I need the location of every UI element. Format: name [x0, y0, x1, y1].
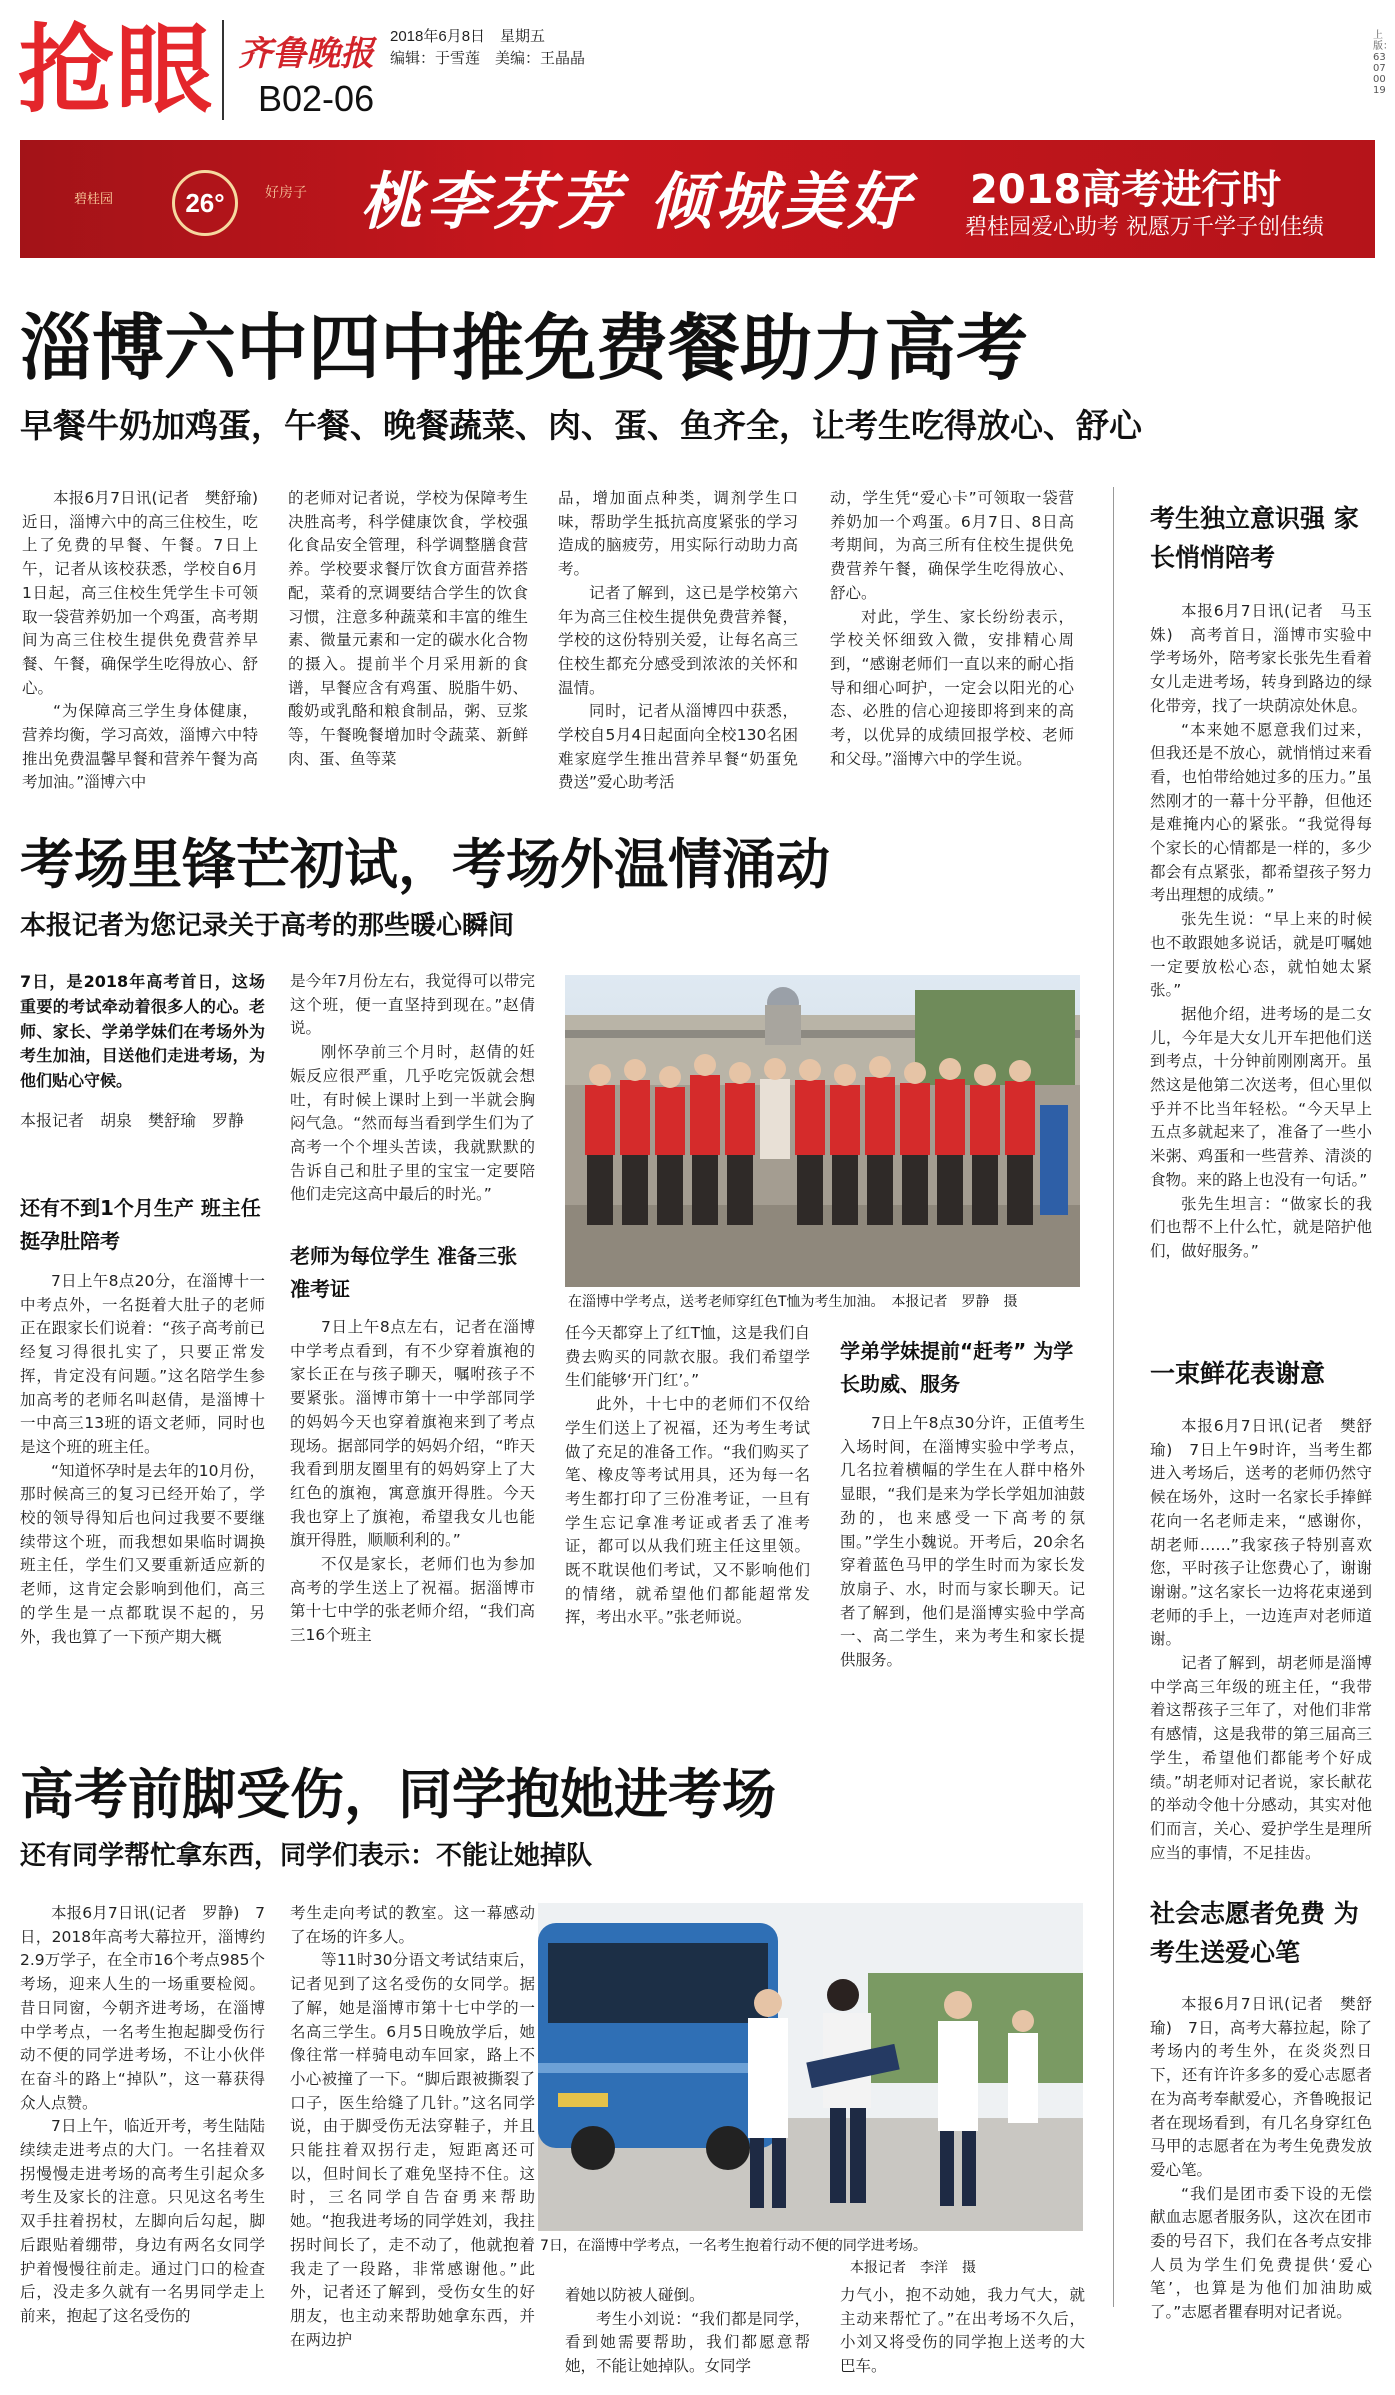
story3-column-3 — [565, 2284, 810, 2390]
story1-column-2 — [288, 487, 528, 797]
date-line: 2018年6月8日 星期五 — [390, 28, 546, 45]
photo1-caption: 在淄博中学考点，送考老师穿红色T恤为考生加油。 本报记者 罗静 摄 — [568, 1294, 1018, 1310]
side-story-a-headline: 考生独立意识强 家长悄悄陪考 — [1150, 504, 1359, 572]
paragraph: 力气小，抱不动她，我力气大，就主动来帮忙了。”在出考场不久后，小刘又将受伤的同学抱上送考的大巴车。 — [840, 2286, 1085, 2376]
story1-column-3 — [558, 487, 798, 797]
paragraph: “我们是团市委下设的无偿献血志愿者服务队，这次在团市委的号召下，我们在各考点安排人员为学生们免费提供‘爱心笔’，也算是为他们加油助威了。”志愿者瞿春明对记者说。 — [1150, 2184, 1372, 2322]
paragraph: 品，增加面点种类，调剂学生口味，帮助学生抵抗高度紧张的学习造成的脑疲劳，用实际行动助力高考。 — [558, 489, 798, 579]
side-edge-text: 上版：63070019 — [1373, 30, 1393, 96]
paragraph: 考生走向考试的教室。这一幕感动了在场的许多人。 — [290, 1904, 535, 1946]
story2-column-1 — [20, 1270, 265, 1710]
story2-intro: 7日，是2018年高考首日，这场重要的考试牵动着很多人的心。老师、家长、学弟学妹们在考场外为考生加油，目送他们走进考场，为他们贴心守候。 — [20, 972, 265, 1091]
story2-headline: 考场里锋芒初试，考场外温情涌动 — [20, 833, 830, 896]
paragraph: 本报6月7日讯(记者 樊舒瑜) 近日，淄博六中的高三住校生，吃上了免费的早餐、午餐。7日上午，记者从该校获悉，学校自6月1日起，高三住校生凭学生卡可领取一袋营养奶加一个鸡蛋，高考期间为高三住校生提供免费营养早餐、午餐，确保学生吃得放心、舒心。 — [22, 489, 274, 697]
banner-subtitle: 碧桂园爱心助考 祝愿万千学子创佳绩 — [965, 215, 1324, 240]
story2-subtitle-c: 学弟学妹提前“赶考” 为学长助威、服务 — [840, 1339, 1074, 1396]
editor-line: 编辑：于雪莲 美编：王晶晶 — [390, 50, 586, 67]
story1-column-4 — [830, 487, 1074, 797]
paragraph: 记者了解到，这已是学校第六年为高三住校生提供免费营养餐，学校的这份特别关爱，让每名高三住校生都充分感受到浓浓的关怀和温情。 — [558, 583, 798, 697]
paragraph: 着她以防被人碰倒。 — [565, 2286, 705, 2304]
story2-column-3 — [565, 1322, 810, 1710]
paragraph: 动，学生凭“爱心卡”可领取一袋营养奶加一个鸡蛋。6月7日、8日高考期间，为高三所有住校生提供免费营养午餐，确保学生吃得放心、舒心。 — [830, 489, 1074, 602]
story2-column-4 — [840, 1412, 1085, 1712]
newspaper-logo: 齐鲁晚报 — [238, 34, 374, 74]
paragraph: 张先生坦言：“做家长的我们也帮不上什么忙，就是陪护他们，做好服务。” — [1150, 1194, 1372, 1260]
story3-subhead: 还有同学帮忙拿东西，同学们表示：不能让她掉队 — [20, 1841, 593, 1871]
story3-column-1 — [20, 1902, 265, 2390]
side-story-a-body — [1150, 600, 1372, 1380]
paragraph: 此外，十七中的老师们不仅给学生们送上了祝福，还为考生考试做了充足的准备工作。“我们购买了笔、橡皮等考试用具，还为每一名考生都打印了三份准考证，一旦有学生忘记拿准考证或者丢了准考证，都可以从我们班主任这里领。既不耽误他们考试，又不影响他们的情绪，就希望他们都能超常发挥，考出水平。”张老师说。 — [565, 1395, 810, 1627]
story2-byline: 本报记者 胡泉 樊舒瑜 罗静 — [20, 1113, 245, 1130]
story1-subhead: 早餐牛奶加鸡蛋，午餐、晚餐蔬菜、肉、蛋、鱼齐全，让考生吃得放心、舒心 — [20, 406, 1142, 445]
story3-column-2 — [290, 1902, 535, 2390]
side-story-c-headline: 社会志愿者免费 为考生送爱心笔 — [1150, 1899, 1359, 1967]
advertisement-banner — [20, 140, 1375, 258]
paragraph: 7日上午8点20分，在淄博十一中考点外，一名挺着大肚子的老师正在跟家长们说着：“孩子高考前已经复习得很扎实了，只要正常发挥，肯定没有问题。”这名陪学生参加高考的老师名叫赵倩，是淄博十一中高三13班的语文老师，同时也是这个班的班主任。 — [20, 1272, 265, 1456]
paragraph: 7日上午8点左右，记者在淄博中学考点看到，有不少穿着旗袍的家长正在与孩子聊天，嘱咐孩子不要紧张。淄博市第十一中学部同学的妈妈今天也穿着旗袍来到了考点现场。据部同学的妈妈介绍，“昨天我看到朋友圈里有的妈妈穿上了大红色的旗袍，寓意旗开得胜。今天我也穿上了旗袍，希望我女儿也能旗开得胜，顺顺利利的。” — [290, 1318, 535, 1550]
side-story-b-body — [1150, 1415, 1372, 1900]
banner-brand-mid: 好房子 — [265, 185, 307, 201]
photo-image — [565, 975, 1080, 1287]
story2-subtitle-a: 还有不到1个月生产 班主任挺孕肚陪考 — [20, 1196, 261, 1253]
page-number: B02-06 — [258, 78, 375, 119]
photo-teachers-red-shirts — [565, 975, 1080, 1287]
paragraph: 刚怀孕前三个月时，赵倩的妊娠反应很严重，几乎吃完饭就会想吐，有时候上课时上到一半就会胸闷气急。“然而每当看到学生们为了高考一个个埋头苦读，我就默默的告诉自己和肚子里的宝宝一定要陪他们走完这高中最后的时光。” — [290, 1043, 535, 1204]
anniversary-badge: 26° — [172, 170, 238, 236]
photo2-caption: 7日，在淄博中学考点，一名考生抱着行动不便的同学进考场。 — [540, 2238, 927, 2254]
banner-calligraphy: 桃李芬芳 倾城美好 — [360, 165, 914, 238]
paragraph: 本报6月7日讯(记者 马玉姝) 高考首日，淄博市实验中学考场外，陪考家长张先生看着女儿走进考场，转身到路边的绿化带旁，找了一块荫凉处休息。 — [1150, 602, 1372, 715]
paragraph: 本报6月7日讯(记者 樊舒瑜) 7日上午9时许，当考生都进入考场后，送考的老师仍然守候在场外，这时一名家长手捧鲜花向一名老师走来，“感谢你，胡老师……”我家孩子特别喜欢您，平时孩子让您费心了，谢谢谢谢。”这名家长一边将花束递到老师的手上，一边连声对老师道谢。 — [1150, 1417, 1372, 1649]
side-story-b-headline: 一束鲜花表谢意 — [1150, 1359, 1326, 1388]
banner-title: 2018高考进行时 — [970, 167, 1282, 213]
section-title: 抢眼 — [18, 14, 214, 126]
paragraph: 7日上午，临近开考，考生陆陆续续走进考点的大门。一名挂着双拐慢慢走进考场的高考生引起众多考生及家长的注意。只见这名考生双手拄着拐杖，左脚向后勾起，脚后跟贴着绷带，身边有两名女同学护着慢慢往前走。通过门口的检查后，没走多久就有一名男同学走上前来，抱起了这名受伤的 — [20, 2117, 265, 2325]
story2-column-2 — [290, 970, 535, 1235]
column-divider — [1113, 487, 1114, 2307]
paragraph: 的老师对记者说，学校为保障考生决胜高考，科学健康饮食，学校强化食品安全管理，科学调整膳食营养。学校要求餐厅饮食方面营养搭配，菜肴的烹调要结合学生的饮食习惯，注意多种蔬菜和丰富的维生素、微量元素和一定的碳水化合物的摄入。提前半个月采用新的食谱，早餐应含有鸡蛋、脱脂牛奶、酸奶或乳酪和粮食制品，粥、豆浆等，午餐晚餐增加时令蔬菜、新鲜肉、蛋、鱼等菜 — [288, 489, 528, 768]
paragraph: “为保障高三学生身体健康，营养均衡，学习高效，淄博六中特推出免费温馨早餐和营养午餐为高考加油。”淄博六中 — [22, 702, 258, 792]
photo-student-carried — [538, 1903, 1083, 2231]
paragraph: “本来她不愿意我们过来，但我还是不放心，就悄悄过来看看，也怕带给她过多的压力。”虽然刚才的一幕十分平静，但他还是难掩内心的紧张。“我觉得每个家长的心情都是一样的，多少都会有点紧张，都希望孩子努力考出理想的成绩。” — [1150, 720, 1372, 905]
paragraph: 对此，学生、家长纷纷表示，学校关怀细致入微，安排精心周到，“感谢老师们一直以来的耐心指导和细心呵护，一定会以阳光的心态、必胜的信心迎接即将到来的高考，以优异的成绩回报学校、老师和父母。”淄博六中的学生说。 — [830, 607, 1074, 768]
photo-image — [538, 1903, 1083, 2231]
paragraph: 考生小刘说：“我们都是同学，看到她需要帮助，我们都愿意帮她，不能让她掉队。女同学 — [565, 2309, 810, 2376]
story3-column-4 — [840, 2284, 1085, 2390]
paragraph: 记者了解到，胡老师是淄博中学高三年级的班主任，“我带着这帮孩子三年了，对他们非常有感情，这是我带的第三届高三学生，希望他们都能考个好成绩。”胡老师对记者说，家长献花的举动令他十分感动，其实对他们而言，关心、爱护学生是理所应当的事情，不足挂齿。 — [1150, 1654, 1372, 1862]
masthead-divider — [222, 20, 224, 120]
story1-column-1 — [22, 487, 274, 797]
story1-headline: 淄博六中四中推免费餐助力高考 — [20, 306, 1029, 390]
photo2-credit: 本报记者 李洋 摄 — [850, 2260, 976, 2276]
paragraph: “知道怀孕时是去年的10月份，那时候高三的复习已经开始了，学校的领导得知后也问过我要不要继续带这个班，而我想如果临时调换班主任，学生们又要重新适应新的老师，这肯定会影响到他们，高三的学生是一点都耽误不起的，另外，我也算了一下预产期大概 — [20, 1461, 265, 1646]
paragraph: 本报6月7日讯(记者 罗静) 7日，2018年高考大幕拉开，淄博约2.9万学子，在全市16个考点985个考场，迎来人生的一场重要检阅。昔日同窗，今朝齐进考场，在淄博中学考点，一名考生抱起脚受伤行动不便的同学进考场，不让小伙伴在奋斗的路上“掉队”，这一幕获得众人点赞。 — [20, 1904, 265, 2112]
banner-brand-left: 碧桂园 — [74, 192, 114, 207]
story2-subhead: 本报记者为您记录关于高考的那些暖心瞬间 — [20, 911, 515, 941]
paragraph: 7日上午8点30分许，正值考生入场时间，在淄博实验中学考点，几名拉着横幅的学生在人群中格外显眼，“我们是来为学长学姐加油鼓劲的，也来感受一下高考的氛围。”学生小魏说。开考后，20余名穿着蓝色马甲的学生时而为家长发放扇子、水，时而与家长聊天。记者了解到，他们是淄博实验中学高一、高二学生，来为考生和家长提供服务。 — [840, 1414, 1085, 1670]
side-story-c-body — [1150, 1993, 1372, 2390]
paragraph: 是今年7月份左右，我觉得可以带完这个班，便一直坚持到现在。”赵倩说。 — [290, 972, 535, 1038]
story2-subtitle-b: 老师为每位学生 准备三张准考证 — [290, 1244, 517, 1301]
story2-column-2b — [290, 1316, 535, 1711]
paragraph: 张先生说：“早上来的时候也不敢跟她多说话，就是叮嘱她一定要放松心态，就怕她太紧张。” — [1150, 910, 1372, 1000]
paragraph: 等11时30分语文考试结束后，记者见到了这名受伤的女同学。据了解，她是淄博市第十七中学的一名高三学生。6月5日晚放学后，她像往常一样骑电动车回家，路上不小心被撞了一下。“脚后跟被撕裂了口子，医生给缝了几针。”这名同学说，由于脚受伤无法穿鞋子，并且只能拄着双拐行走，短距离还可以，但时间长了难免坚持不住。这时，三名同学自告奋勇来帮助她。“抱我进考场的同学姓刘，我拄拐时间长了，走不动了，他就抱着我走了一段路，非常感谢他。”此外，记者还了解到，受伤女生的好朋友，也主动来帮助她拿东西，并在两边护 — [290, 1951, 535, 2349]
paragraph: 同时，记者从淄博四中获悉，学校自5月4日起面向全校130名困难家庭学生推出营养早餐“奶蛋免费送”爱心助考活 — [558, 702, 798, 792]
story3-headline: 高考前脚受伤，同学抱她进考场 — [20, 1763, 776, 1826]
paragraph: 据他介绍，进考场的是二女儿，今年是大女儿开车把他们送到考点，十分钟前刚刚离开。虽然这是他第二次送考，但心里似乎并不比当年轻松。“今天早上五点多就起来了，准备了一些小米粥、鸡蛋和一些营养、清淡的食物。来的路上也没有一句话。” — [1150, 1004, 1372, 1189]
paragraph: 本报6月7日讯(记者 樊舒瑜) 7日，高考大幕拉起，除了考场内的考生外，在炎炎烈日下，还有许许多多的爱心志愿者在为高考奉献爱心，齐鲁晚报记者在现场看到，有几名身穿红色马甲的志愿者在为考生免费发放爱心笔。 — [1150, 1995, 1372, 2179]
paragraph: 不仅是家长，老师们也为参加高考的学生送上了祝福。据淄博市第十七中学的张老师介绍，“我们高三16个班主 — [290, 1555, 535, 1645]
paragraph: 任今天都穿上了红T恤，这是我们自费去购买的同款衣服。我们希望学生们能够‘开门红’。” — [565, 1324, 810, 1390]
